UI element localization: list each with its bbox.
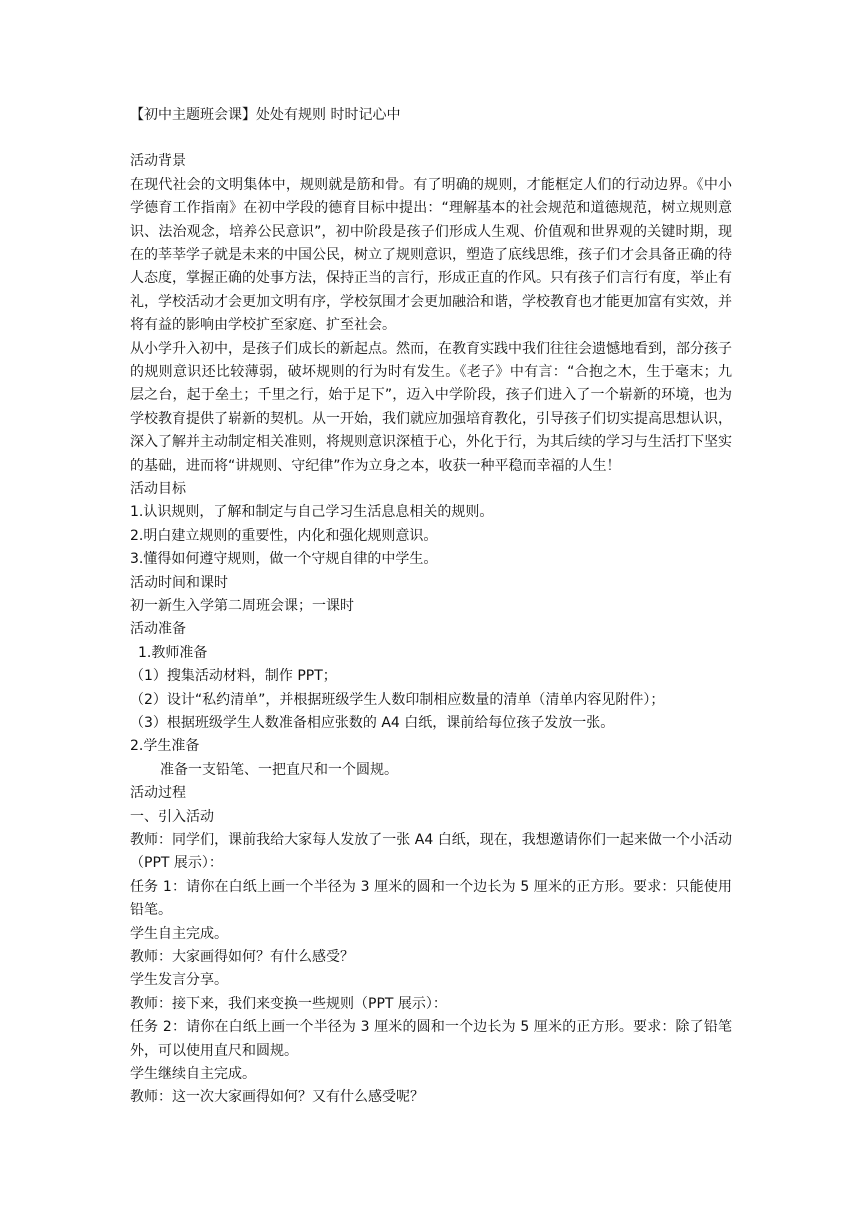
dialogue-line: 教师：接下来，我们来变换一些规则（PPT 展示）： <box>130 995 447 1012</box>
dialogue-line: 任务 2：请你在白纸上画一个半径为 3 厘米的圆和一个边长为 5 厘米的正方形。要求：除了铅笔外，可以使用直尺和圆规。 <box>130 1019 732 1059</box>
section-heading-goals: 活动目标 <box>130 481 186 498</box>
section-heading-background: 活动背景 <box>130 153 186 170</box>
section-heading-time: 活动时间和课时 <box>130 574 228 591</box>
section-heading-preparation: 活动准备 <box>130 621 186 638</box>
dialogue-line: 教师：这一次大家画得如何？又有什么感受呢？ <box>130 1089 424 1106</box>
teacher-prep-item: （3）根据班级学生人数准备相应张数的 A4 白纸，课前给每位孩子发放一张。 <box>130 714 615 731</box>
dialogue-line: 教师：同学们，课前我给大家每人发放了一张 A4 白纸，现在，我想邀请你们一起来做一个小活动（PPT 展示）： <box>130 831 732 872</box>
goal-item: 1.认识规则，了解和制定与自己学习生活息息相关的规则。 <box>130 504 494 521</box>
paragraph-background-1: 在现代社会的文明集体中，规则就是筋和骨。有了明确的规则，才能框定人们的行动边界。《中小学德育工作指南》在初中学段的德育目标中提出：“理解基本的社会规范和道德规范，树立规则意识、法治观念，培养公民意识”，初中阶段是孩子们形成人生观、价值观和世界观的关键时期，现在的莘莘学子就是未来的中国公民，树立了规则意识，塑造了底线思维，孩子们才会具备正确的待人态度，掌握正确的处事方法，保持正当的言行，形成正直的作风。只有孩子们言行有度，举止有礼，学校活动才会更加文明有序，学校氛围才会更加融洽和谐，学校教育也才能更加富有实效，并将有益的影响由学校扩至家庭、扩至社会。 <box>130 176 732 334</box>
goal-item: 2.明白建立规则的重要性，内化和强化规则意识。 <box>130 527 438 544</box>
student-prep-text: 准备一支铅笔、一把直尺和一个圆规。 <box>160 761 398 778</box>
goal-item: 3.懂得如何遵守规则，做一个守规自律的中学生。 <box>130 551 438 568</box>
time-text: 初一新生入学第二周班会课；一课时 <box>130 598 354 615</box>
teacher-prep-heading: 1.教师准备 <box>138 644 208 661</box>
section-heading-process: 活动过程 <box>130 785 186 802</box>
step-heading: 一、引入活动 <box>130 808 214 825</box>
dialogue-line: 任务 1：请你在白纸上画一个半径为 3 厘米的圆和一个边长为 5 厘米的正方形。要求：只能使用铅笔。 <box>130 878 732 919</box>
document-title: 【初中主题班会课】处处有规则 时时记心中 <box>130 107 401 123</box>
dialogue-line: 教师：大家画得如何？有什么感受？ <box>130 948 354 965</box>
teacher-prep-item: （1）搜集活动材料，制作 PPT； <box>130 668 337 685</box>
dialogue-line: 学生继续自主完成。 <box>130 1065 256 1082</box>
dialogue-line: 学生自主完成。 <box>130 925 228 942</box>
dialogue-line: 学生发言分享。 <box>130 972 228 989</box>
student-prep-heading: 2.学生准备 <box>130 738 200 755</box>
teacher-prep-item: （2）设计“私约清单”，并根据班级学生人数印制相应数量的清单（清单内容见附件）； <box>130 691 665 708</box>
document-body <box>130 104 732 1110</box>
paragraph-background-2: 从小学升入初中，是孩子们成长的新起点。然而，在教育实践中我们往往会遗憾地看到，部分孩子的规则意识还比较薄弱，破坏规则的行为时有发生。《老子》中有言：“合抱之木，生于毫末；九层之台，起于垒土；千里之行，始于足下”，迈入中学阶段，孩子们进入了一个崭新的环境，也为学校教育提供了崭新的契机。从一开始，我们就应加强培育教化，引导孩子们切实提高思想认识，深入了解并主动制定相关准则，将规则意识深植于心，外化于行，为其后续的学习与生活打下坚实的基础，进而将“讲规则、守纪律”作为立身之本，收获一种平稳而幸福的人生！ <box>130 340 732 474</box>
